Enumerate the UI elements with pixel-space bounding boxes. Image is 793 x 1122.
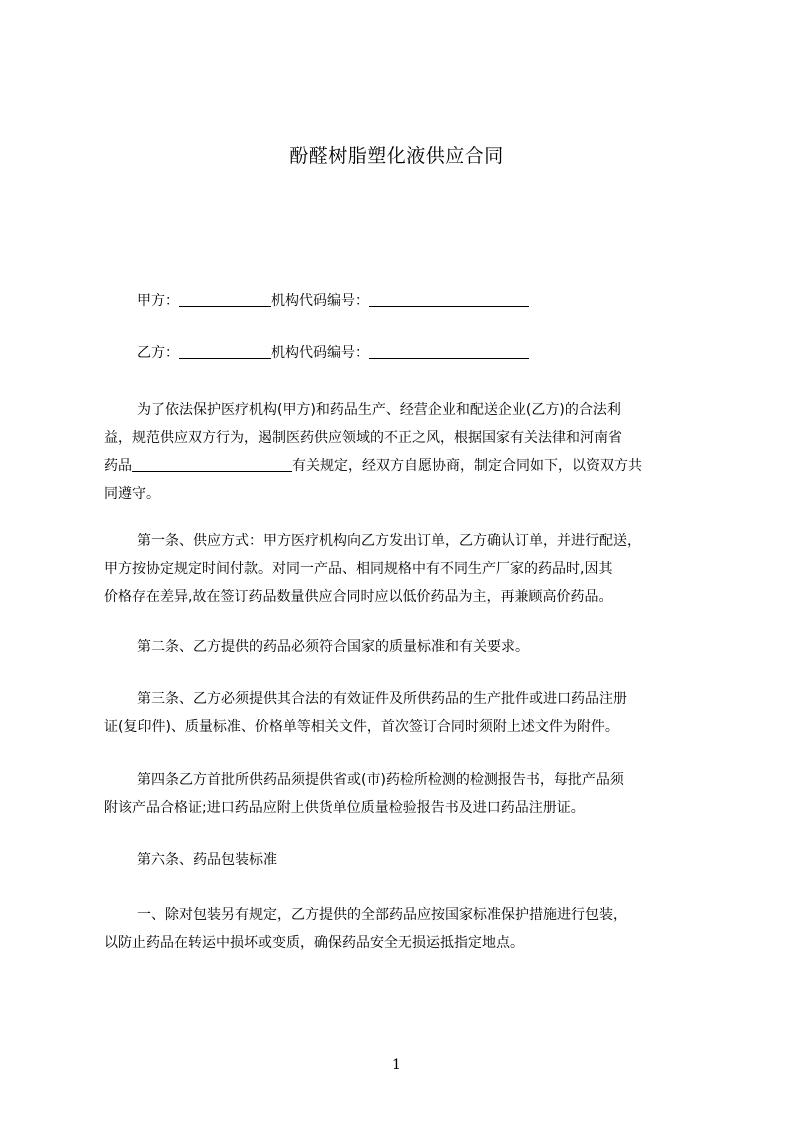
article-6-heading bbox=[104, 846, 704, 874]
preamble-paragraph bbox=[104, 396, 704, 508]
article-1-line: 第一条、供应方式：甲方医疗机构向乙方发出订单，乙方确认订单，并进行配送， bbox=[137, 533, 641, 549]
party-b-line bbox=[137, 339, 737, 367]
article-1-paragraph bbox=[104, 527, 704, 611]
article-6-heading-text: 第六条、药品包装标准 bbox=[137, 852, 277, 868]
party-a-org-code-blank[interactable] bbox=[369, 290, 529, 307]
article-4-line: 第四条乙方首批所供药品须提供省或(市)药检所检测的检测报告书，每批产品须 bbox=[137, 772, 624, 788]
article-1-line: 甲方按协定规定时间付款。对同一产品、相同规格中有不同生产厂家的药品时,因其 bbox=[104, 561, 613, 577]
article-3-line: 第三条、乙方必须提供其合法的有效证件及所供药品的生产批件或进口药品注册 bbox=[137, 691, 627, 707]
party-a-label: 甲方： bbox=[137, 293, 179, 309]
page-number: 1 bbox=[392, 1057, 401, 1073]
preamble-line: 同遵守。 bbox=[104, 486, 160, 502]
preamble-regulation-blank[interactable] bbox=[132, 455, 292, 472]
article-4-line: 附该产品合格证;进口药品应附上供货单位质量检验报告书及进口药品注册证。 bbox=[104, 800, 585, 816]
article-3-line: 证(复印件)、质量标准、价格单等相关文件，首次签订合同时须附上述文件为附件。 bbox=[104, 719, 619, 735]
article-6-item-1-line: 以防止药品在转运中损坏或变质，确保药品安全无损运抵指定地点。 bbox=[104, 935, 524, 951]
document-title: 酚醛树脂塑化液供应合同 bbox=[289, 145, 504, 167]
article-1-line: 价格存在差异,故在签订药品数量供应合同时应以低价药品为主，再兼顾高价药品。 bbox=[104, 589, 613, 605]
article-6-item-1-line: 一、除对包装另有规定，乙方提供的全部药品应按国家标准保护措施进行包装， bbox=[137, 907, 627, 923]
party-b-label: 乙方： bbox=[137, 345, 179, 361]
party-a-org-code-label: 机构代码编号： bbox=[271, 293, 369, 309]
party-b-name-blank[interactable] bbox=[179, 342, 271, 359]
preamble-line3-text: 有关规定，经双方自愿协商，制定合同如下，以资双方共 bbox=[292, 458, 642, 474]
party-a-line bbox=[137, 287, 737, 315]
article-6-item-1-paragraph bbox=[104, 901, 704, 957]
preamble-line: 益，规范供应双方行为，遏制医药供应领域的不正之风，根据国家有关法律和河南省 bbox=[104, 430, 622, 446]
preamble-line bbox=[104, 452, 704, 480]
party-b-org-code-blank[interactable] bbox=[369, 342, 529, 359]
article-2-paragraph bbox=[104, 633, 704, 661]
preamble-line: 为了依法保护医疗机构(甲方)和药品生产、经营企业和配送企业(乙方)的合法利 bbox=[137, 402, 621, 418]
preamble-drug-label: 药品 bbox=[104, 458, 132, 474]
article-2-line: 第二条、乙方提供的药品必须符合国家的质量标准和有关要求。 bbox=[137, 639, 529, 655]
article-4-paragraph bbox=[104, 766, 704, 822]
article-3-paragraph bbox=[104, 685, 704, 741]
party-a-name-blank[interactable] bbox=[179, 290, 271, 307]
party-b-org-code-label: 机构代码编号： bbox=[271, 345, 369, 361]
